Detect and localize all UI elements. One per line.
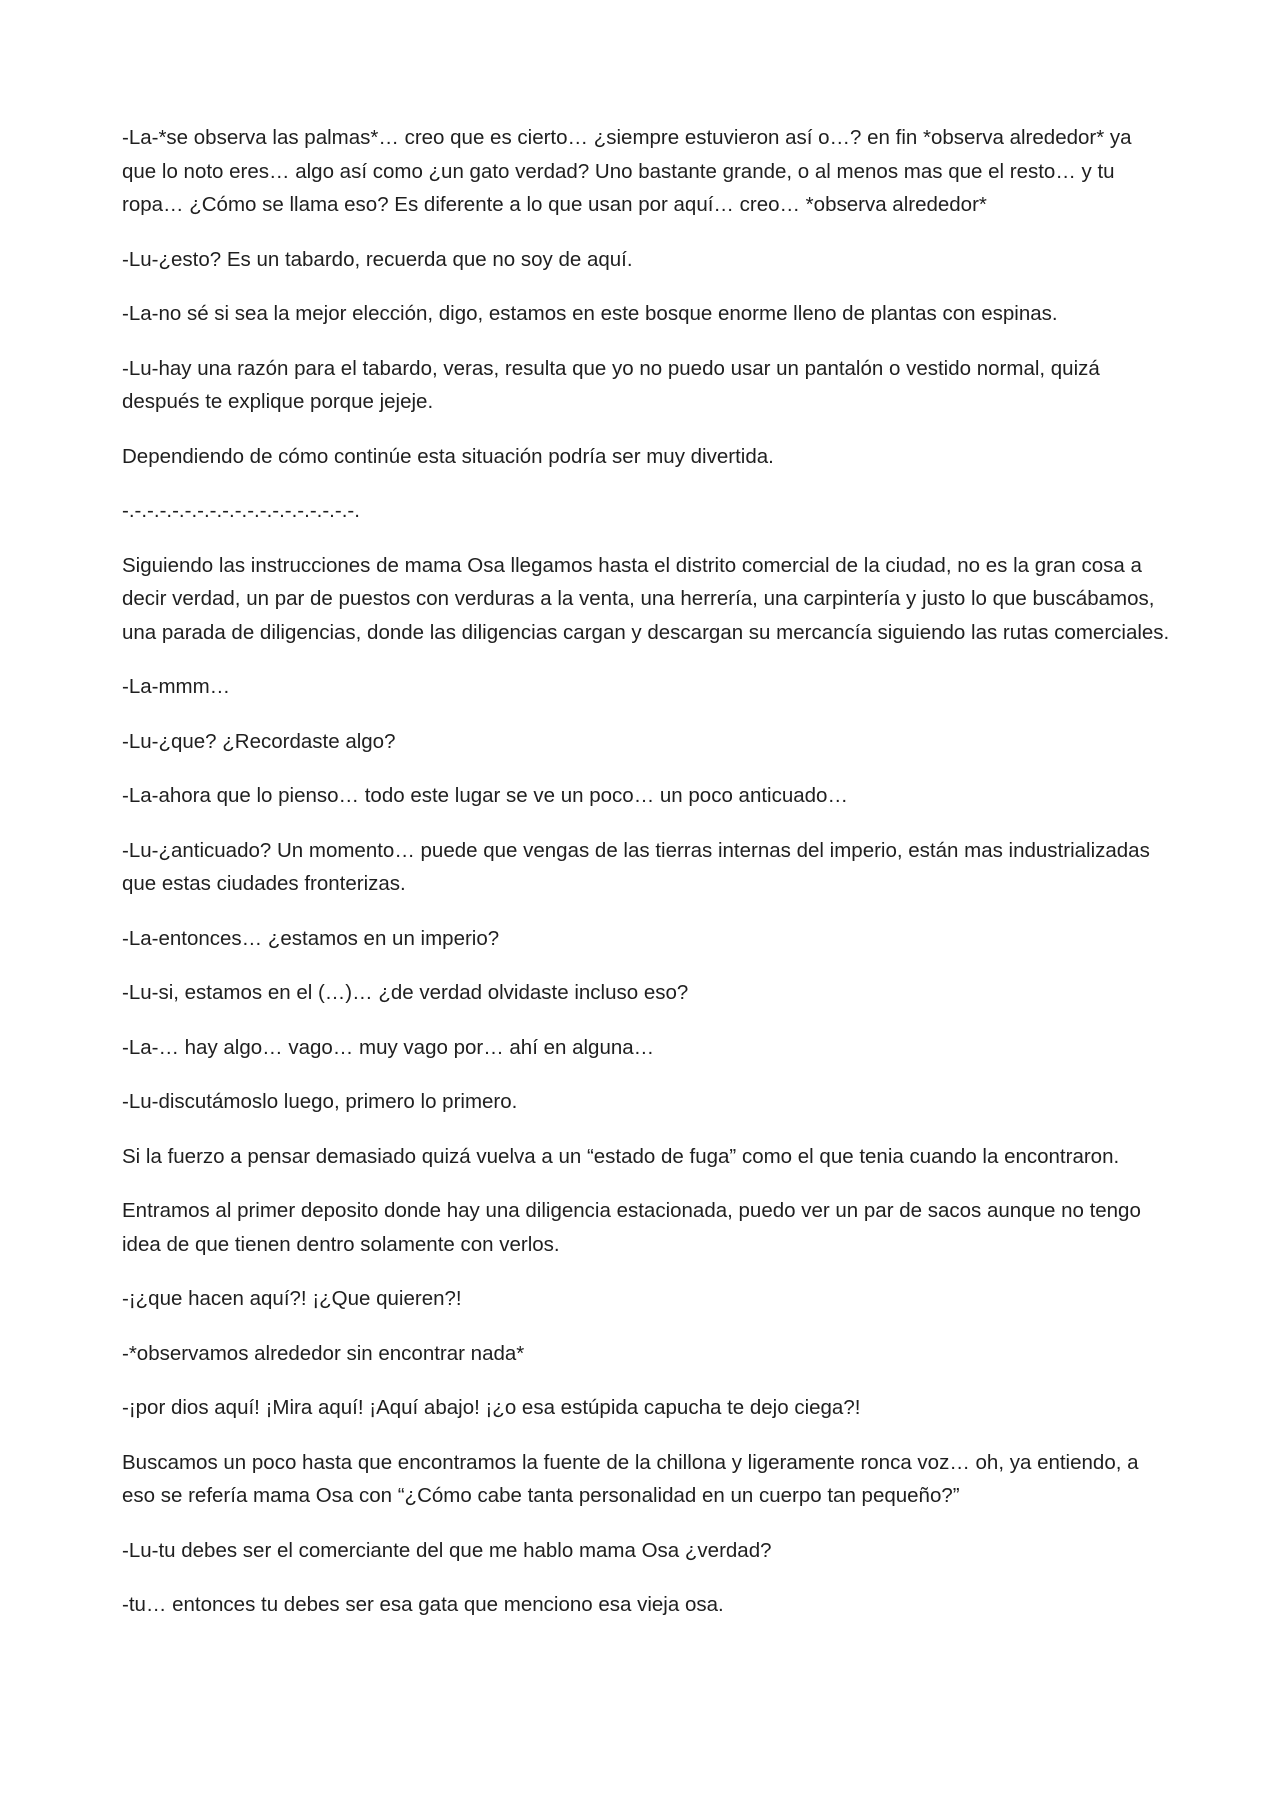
paragraph: -¡por dios aquí! ¡Mira aquí! ¡Aquí abajo! ¡¿o esa estúpida capucha te dejo ciega?! [122,1396,861,1419]
paragraph: -¡¿que hacen aquí?! ¡¿Que quieren?! [122,1287,462,1310]
paragraph: -La-no sé si sea la mejor elección, digo, estamos en este bosque enorme lleno de plantas con espinas. [122,302,1058,325]
paragraph: -La-ahora que lo pienso… todo este lugar se ve un poco… un poco anticuado… [122,784,848,807]
paragraph: -Lu-discutámoslo luego, primero lo primero. [122,1090,518,1113]
paragraph: -*observamos alrededor sin encontrar nada* [122,1341,525,1365]
section-separator: -.-.-.-.-.-.-.-.-.-.-.-.-.-.-.-.-.-.-. [122,499,360,522]
paragraph: -tu… entonces tu debes ser esa gata que menciono esa vieja osa. [122,1593,724,1616]
paragraph: Dependiendo de cómo continúe esta situación podría ser muy divertida. [122,444,774,468]
paragraph: -La-… hay algo… vago… muy vago por… ahí en alguna… [122,1035,655,1059]
paragraph: -Lu-hay una razón para el tabardo, veras, resulta que yo no puedo usar un pantalón o vestido normal, quizá después te explique porque jejeje. [122,356,1100,413]
paragraph: -Lu-si, estamos en el (…)… ¿de verdad olvidaste incluso eso? [122,981,689,1004]
paragraph: Siguiendo las instrucciones de mama Osa llegamos hasta el distrito comercial de la ciudad, no es la gran cosa a decir verdad, un par de puestos con verduras a la venta, una herrería, una carpintería y justo lo que buscábamos, una parada de diligencias, donde las diligencias cargan y descargan su mercancía siguiendo las rutas comerciales. [122,553,1170,644]
paragraph: -La-*se observa las palmas*… creo que es cierto… ¿siempre estuvieron así o…? en fin *observa alrededor* ya que lo noto eres… algo así como ¿un gato verdad? Uno bastante grande, o al menos mas que el resto… y tu ropa… ¿Cómo se llama eso? Es diferente a lo que usan por aquí… creo… *observa alrededor* [122,126,1132,216]
paragraph: -La-mmm… [122,675,231,698]
paragraph: Buscamos un poco hasta que encontramos la fuente de la chillona y ligeramente ronca voz… oh, ya entiendo, a eso se refería mama Osa con “¿Cómo cabe tanta personalidad en un cuerpo tan pequeño?” [122,1450,1139,1507]
paragraph: -Lu-¿esto? Es un tabardo, recuerda que no soy de aquí. [122,247,633,271]
paragraph: Si la fuerzo a pensar demasiado quizá vuelva a un “estado de fuga” como el que tenia cuando la encontraron. [122,1144,1120,1168]
paragraph: -Lu-tu debes ser el comerciante del que me hablo mama Osa ¿verdad? [122,1538,772,1562]
paragraph: Entramos al primer deposito donde hay una diligencia estacionada, puedo ver un par de sacos aunque no tengo idea de que tienen dentro solamente con verlos. [122,1199,1141,1256]
paragraph: -Lu-¿anticuado? Un momento… puede que vengas de las tierras internas del imperio, están mas industrializadas que estas ciudades fronterizas. [122,838,1150,895]
document-body [122,121,1170,1643]
paragraph: -La-entonces… ¿estamos en un imperio? [122,926,500,950]
paragraph: -Lu-¿que? ¿Recordaste algo? [122,729,396,753]
